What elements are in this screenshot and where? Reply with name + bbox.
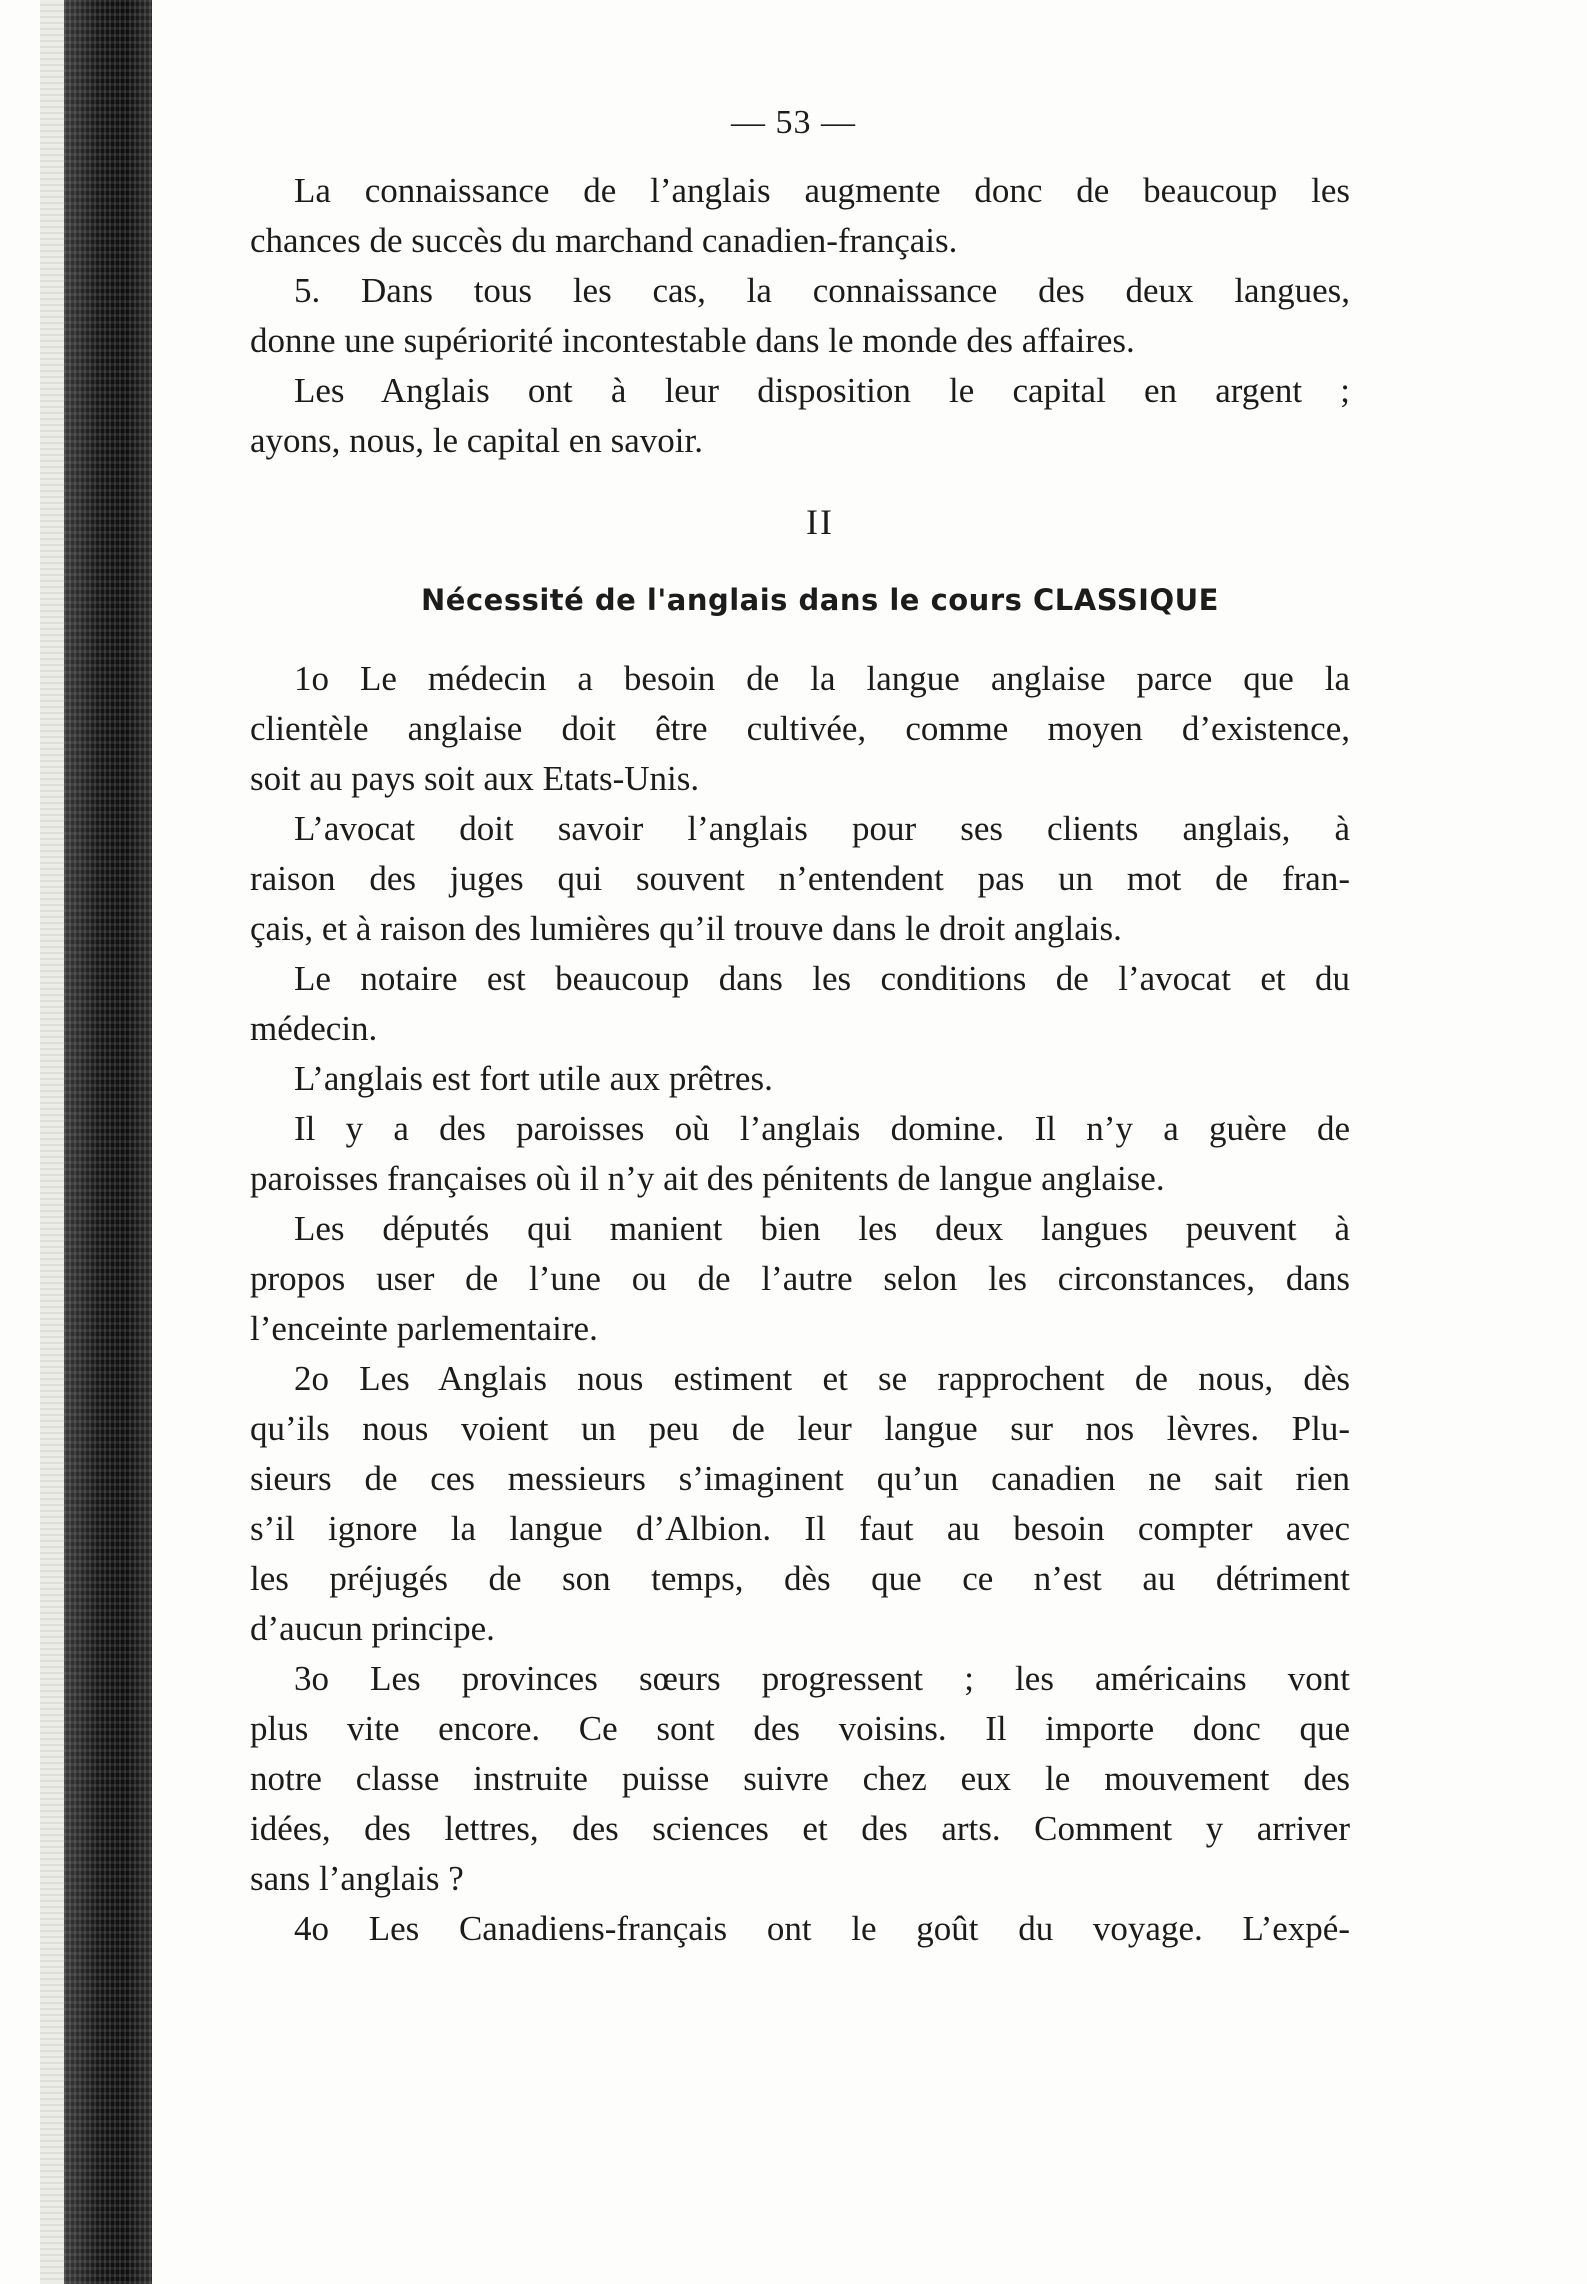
text-line: Le notaire est beaucoup dans les conditions de l’avocat et du <box>294 959 1350 998</box>
page-number: — 53 — <box>731 104 856 141</box>
page-body <box>250 166 1350 1954</box>
text-line: Les députés qui manient bien les deux langues peuvent à <box>294 1209 1350 1248</box>
text-line: propos user de l’une ou de l’autre selon les circonstances, dans <box>250 1259 1350 1298</box>
text-line: 3o Les provinces sœurs progressent ; les américains vont <box>294 1659 1350 1698</box>
section-title: Nécessité de l'anglais dans le cours CLASSIQUE <box>421 583 1219 617</box>
text-line: 4o Les Canadiens-français ont le goût du voyage. L’expé- <box>294 1909 1350 1948</box>
text-line: médecin. <box>250 1009 378 1048</box>
text-line: La connaissance de l’anglais augmente donc de beaucoup les <box>294 171 1350 210</box>
text-line: paroisses françaises où il n’y ait des pénitents de langue anglaise. <box>250 1159 1165 1198</box>
text-line: sieurs de ces messieurs s’imaginent qu’un canadien ne sait rien <box>250 1459 1350 1498</box>
text-line: raison des juges qui souvent n’entendent pas un mot de fran- <box>250 859 1350 898</box>
text-line: L’avocat doit savoir l’anglais pour ses clients anglais, à <box>294 809 1350 848</box>
text-line: chances de succès du marchand canadien-français. <box>250 221 958 260</box>
page-edge <box>40 0 64 2284</box>
text-line: idées, des lettres, des sciences et des arts. Comment y arriver <box>250 1809 1350 1848</box>
text-line: soit au pays soit aux Etats-Unis. <box>250 759 700 798</box>
text-line: Il y a des paroisses où l’anglais domine. Il n’y a guère de <box>294 1109 1350 1148</box>
text-line: L’anglais est fort utile aux prêtres. <box>294 1059 773 1098</box>
text-line: 2o Les Anglais nous estiment et se rapprochent de nous, dès <box>294 1359 1350 1398</box>
text-line: s’il ignore la langue d’Albion. Il faut au besoin compter avec <box>250 1509 1350 1548</box>
text-line: qu’ils nous voient un peu de leur langue sur nos lèvres. Plu- <box>250 1409 1350 1448</box>
section-number: II <box>806 502 834 542</box>
text-line: çais, et à raison des lumières qu’il trouve dans le droit anglais. <box>250 909 1122 948</box>
text-line: d’aucun principe. <box>250 1609 495 1648</box>
text-line: clientèle anglaise doit être cultivée, comme moyen d’existence, <box>250 709 1350 748</box>
text-line: l’enceinte parlementaire. <box>250 1309 598 1348</box>
text-line: sans l’anglais ? <box>250 1859 464 1898</box>
text-line: plus vite encore. Ce sont des voisins. Il importe donc que <box>250 1709 1350 1748</box>
text-line: 5. Dans tous les cas, la connaissance des deux langues, <box>294 271 1350 310</box>
text-line: 1o Le médecin a besoin de la langue anglaise parce que la <box>294 659 1350 698</box>
text-line: ayons, nous, le capital en savoir. <box>250 421 703 460</box>
text-line: donne une supériorité incontestable dans le monde des affaires. <box>250 321 1135 360</box>
text-line: Les Anglais ont à leur disposition le capital en argent ; <box>294 371 1350 410</box>
text-line: notre classe instruite puisse suivre chez eux le mouvement des <box>250 1759 1350 1798</box>
text-line: les préjugés de son temps, dès que ce n’est au détriment <box>250 1559 1350 1598</box>
book-binding <box>64 0 152 2284</box>
